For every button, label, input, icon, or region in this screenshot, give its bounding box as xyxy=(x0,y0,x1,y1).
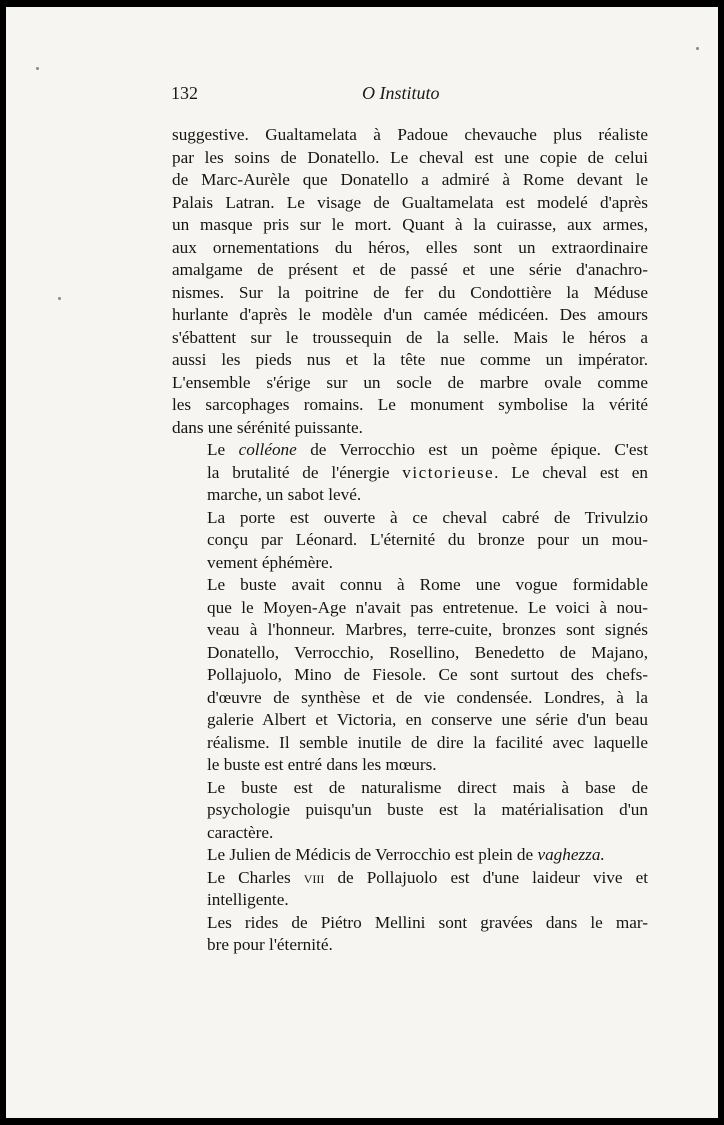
text-line: réalisme. Il semble inutile de dire la facilité avec laquelle xyxy=(207,732,648,752)
text-line: suggestive. Gualtamelata à Padoue chevauche plus réaliste xyxy=(172,125,648,144)
paper-speck xyxy=(58,297,61,300)
text-line: vement éphémère. xyxy=(207,552,333,572)
paragraph xyxy=(172,507,648,575)
text-line: amalgame de présent et de passé et une série d'anachro- xyxy=(172,260,648,279)
spaced-word: victorieuse xyxy=(402,462,495,482)
text-line: conçu par Léonard. L'éternité du bronze pour un mou- xyxy=(207,530,648,549)
text-line: que le Moyen-Age n'avait pas entretenue. Le voici à nou- xyxy=(207,597,648,617)
text-line: Le buste est de naturalisme direct mais à base de xyxy=(207,777,648,797)
text-line: caractère. xyxy=(207,822,274,842)
text-line xyxy=(172,439,648,462)
text-line xyxy=(172,462,648,485)
text-span: Le xyxy=(207,440,239,459)
text-span: Le Charles xyxy=(207,867,304,887)
text-line: aux ornementations du héros, elles sont un extraordinaire xyxy=(172,237,648,257)
text-span: Le Julien de Médicis de Verrocchio est plein de xyxy=(207,845,538,864)
text-line: hurlante d'après le modèle d'un camée médicéen. Des amours xyxy=(172,305,648,324)
paragraph xyxy=(172,574,648,777)
text-line: le buste est entré dans les mœurs. xyxy=(207,755,437,774)
text-line: veau à l'honneur. Marbres, terre-cuite, bronzes sont signés xyxy=(207,620,648,639)
text-line xyxy=(172,867,648,890)
text-line: L'ensemble s'érige sur un socle de marbre ovale comme xyxy=(172,372,648,392)
text-line: s'ébattent sur le troussequin de la selle. Mais le héros a xyxy=(172,327,648,347)
text-line: un masque pris sur le mort. Quant à la cuirasse, aux armes, xyxy=(172,215,648,234)
text-line: dans une sérénité puissante. xyxy=(172,417,363,437)
page-number: 132 xyxy=(171,83,198,103)
paper-speck xyxy=(36,67,39,70)
paragraph xyxy=(172,124,648,439)
text-line: les sarcophages romains. Le monument symbolise la vérité xyxy=(172,395,648,414)
text-line: Les rides de Piétro Mellini sont gravées dans le mar- xyxy=(207,912,648,932)
text-line: d'œuvre de synthèse et de vie condensée. Londres, à la xyxy=(207,687,648,707)
text-line: bre pour l'éternité. xyxy=(207,935,333,954)
text-line: galerie Albert et Victoria, en conserve une série d'un beau xyxy=(207,710,648,729)
italic-word: vaghezza. xyxy=(537,845,605,864)
body-text xyxy=(172,124,648,957)
book-page xyxy=(6,7,718,1118)
text-line: Pollajuolo, Mino de Fiesole. Ce sont surtout des chefs- xyxy=(207,665,648,684)
text-span: la brutalité de l'énergie xyxy=(207,462,403,482)
page-header xyxy=(6,79,718,109)
text-line: intelligente. xyxy=(207,890,289,909)
text-line: aussi les pieds nus et la tête nue comme un impérator. xyxy=(172,350,648,369)
text-line xyxy=(172,844,648,867)
text-line: de Marc-Aurèle que Donatello a admiré à Rome devant le xyxy=(172,170,648,189)
running-title: O Instituto xyxy=(362,83,440,103)
text-line: La porte est ouverte à ce cheval cabré de Trivulzio xyxy=(207,507,648,527)
text-span: de Verrocchio est un poème épique. C'est xyxy=(296,440,648,459)
paragraph xyxy=(172,844,648,867)
paragraph xyxy=(172,867,648,912)
roman-numeral: viii xyxy=(303,867,325,887)
text-line: marche, un sabot levé. xyxy=(207,485,362,504)
paragraph xyxy=(172,912,648,957)
text-line: psychologie puisqu'un buste est la matérialisation d'un xyxy=(207,800,648,819)
text-span: . Le cheval est en xyxy=(494,462,648,482)
paragraph xyxy=(172,777,648,845)
italic-title: colléone xyxy=(238,440,297,459)
text-line: Le buste avait connu à Rome une vogue formidable xyxy=(207,575,648,594)
text-line: Palais Latran. Le visage de Gualtamelata est modelé d'après xyxy=(172,192,648,212)
text-span: de Pollajuolo est d'une laideur vive et xyxy=(324,867,648,887)
paper-speck xyxy=(696,47,699,50)
text-line: Donatello, Verrocchio, Rosellino, Benedetto de Majano, xyxy=(207,642,648,662)
text-line: nismes. Sur la poitrine de fer du Condottière la Méduse xyxy=(172,282,648,302)
paragraph xyxy=(172,439,648,507)
text-line: par les soins de Donatello. Le cheval est une copie de celui xyxy=(172,147,648,167)
